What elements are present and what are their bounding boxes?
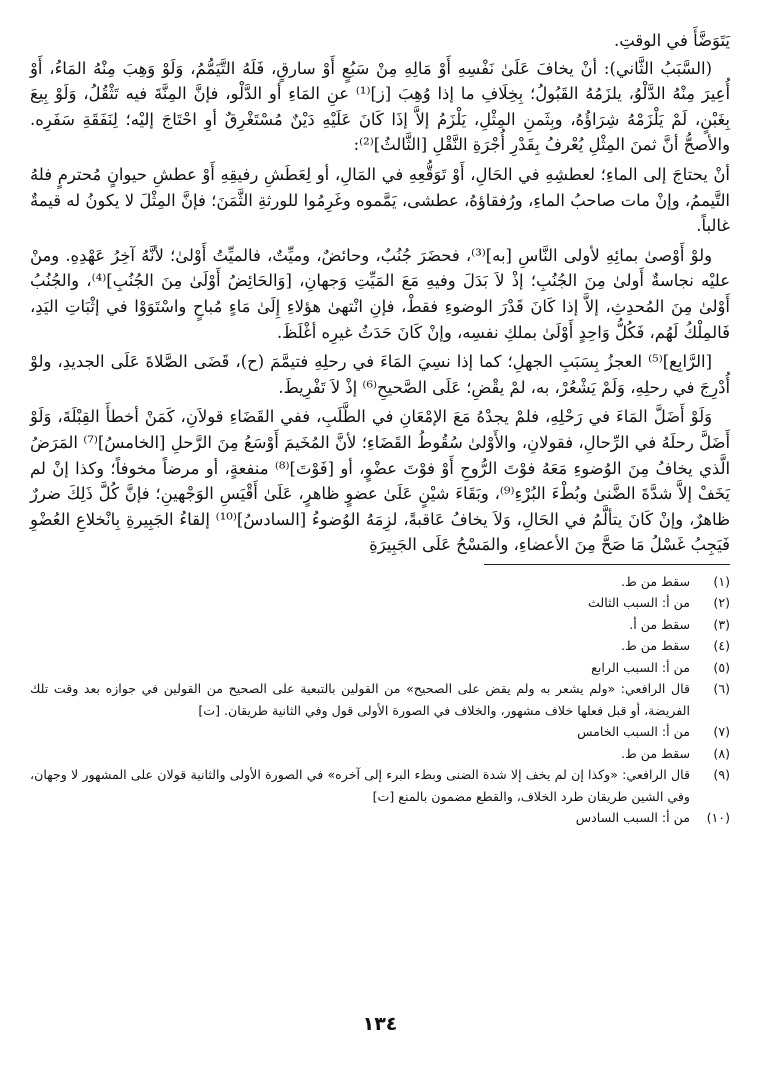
main-text [30, 28, 730, 558]
footnote-text: قال الرافعي: «ولم يشعر به ولم يقض على الصحيح» من القولين بالتبعية على الصحيح من القولين في جوازه بعد وقت تلك الفريضة، أو قبل فعلها خلاف مشهور، والخلاف في الصورة الأولى قول وفي الثانية طريقان. [ت] [30, 681, 690, 718]
footnote [30, 721, 730, 743]
footnote [30, 571, 730, 593]
footnote [30, 635, 730, 657]
footnote-text: من أ: السبب الخامس [577, 724, 690, 740]
paragraph: (السَّبَبُ الثَّاني): أنْ يخافَ عَلَىٰ نَفْسِهِ أَوْ مَالِهِ مِنْ سَبُعٍ أَوْ سارقٍ، فَلَهُ التَّيَمُّمُ، وَلَوْ وَهِبَ مِنْهُ المَاءُ، أَوْ أُعِيرَ مِنْهُ الدَّلْوُ، يلزَمُهُ القَبُولُ؛ بِخِلَافِ ما إذا وُهِبَ [ز]⁽¹⁾ عنِ المَاءِ أو الدَّلْو، فإنَّ المِنَّةَ فيه تَثْقُلُ، وَلَوْ بِيعَ بِغَبْنٍ، لَمْ يَلْزَمْهُ شِرَاؤُهُ، وبِثَمنِ المِثْلِ، يَلْزَمُ إلاَّ إذَا كَانَ عَلَيْهِ دَيْنٌ مُسْتَغْرِقٌ أوِ احْتَاجَ إليْه؛ لِنَفَقَةِ سَفَرِه. والأصحُّ أنَّ ثمنَ المِثْلِ يُعْرفُ بِقَدْرِ أُجْرَةِ النَّقْلِ [الثَّالثُ]⁽²⁾: [30, 58, 730, 155]
footnote-text: سقط من ط. [621, 745, 690, 761]
footnotes-list [30, 571, 730, 829]
footnote-number: (٦) [713, 681, 730, 697]
footnote [30, 764, 730, 807]
footnote-number: (٢) [713, 595, 730, 611]
footnote [30, 678, 730, 721]
footnote-text: سقط من ط. [621, 638, 690, 654]
footnote-divider [484, 564, 730, 565]
book-page [30, 28, 730, 1068]
footnote-number: (١) [713, 573, 730, 589]
footnote [30, 743, 730, 765]
footnote-number: (٩) [713, 767, 730, 783]
paragraph: أنْ يحتاجَ إلى الماءِ؛ لعطشِهِ في الحَالِ، أَوْ تَوَقُّعِهِ في المَالِ، أو لِعَطَشِ رفيقِهِ أَوْ عطشِ حيوانٍ مُحترمٍ فلهُ التَّيممُ، وإنْ مات صاحبُ الماءِ، ورُفقاؤهُ، عطشى، يَمَّموه وغَرِمُوا للورثةِ الثَّمَنَ؛ فإنَّ المِثْلَ لا يكونُ له قيمةٌ غالباً. [30, 164, 730, 236]
footnote-number: (٨) [713, 745, 730, 761]
footnote [30, 614, 730, 636]
footnote-text: من أ: السبب السادس [575, 810, 690, 826]
paragraph: [الرَّابِع]⁽⁵⁾ العجزُ بِسَبَبِ الجهلِ؛ كما إذا نسِيَ المَاءَ في رحلِهِ فتيمَّمَ (ح)، قَضَى الصَّلاةَ عَلَى الجديدِ، ولوْ أُدْرِجَ في رحلِهِ، وَلَمْ يَشْعُرْ، به، لمْ يقْضِ؛ عَلَى الصَّحيحِ⁽⁶⁾ إذْ لاَ تَفْرِيطَ. [30, 352, 730, 397]
footnote-text: قال الرافعي: «وكذا إن لم يخف إلا شدة الضنى وبطء البرء إلى آخره» في الصورة الأولى والثانية قولان على المشهور لا وجهان، وفي الشين طريقان طرد الخلاف، والقطع مضمون بالمنع [ت] [30, 767, 690, 804]
paragraph: وَلَوْ أَضَلَّ المَاءَ في رَحْلِهِ، فلمْ يجدْهُ مَعَ الإمْعَانِ في الطَّلَبِ، ففي القَضَاءِ قولاَنِ، كَمَنْ أخطأَ القِبْلَةَ، وَلَوْ أَضَلَّ رحلَهُ في الرِّحالِ، فقولانِ، والأَوْلىٰ سُقُوطُ القَضَاءِ؛ لأنَّ المُخَيمَ أَوْسَعُ مِنَ الرَّحلِ [الخامسُ]⁽⁷⁾ المَرَضُ الَّذي يخافُ مِنَ الوُضوءِ مَعَهُ فوْتَ الرُّوحِ أَوْ فوْتَ عضْوٍ، أو [فَوْتَ]⁽⁸⁾ منفعةٍ، أو مرضاً مخوفاً؛ وكذا إنْ لم يَخَفْ إلاَّ شدَّةَ الضَّنىٰ وبُطْءَ البُرْءِ⁽⁹⁾، وبَقَاءَ شيْنٍ عَلَىٰ عضوٍ ظاهرٍ، عَلَىٰ أَقْيَسِ الوَجْهينِ؛ فإنَّ كُلَّ ذَلِكَ ضررٌ ظاهرٌ، وإنْ كَانَ يتألَّمُ في الحَالِ، وَلاَ يخافُ عَاقبةً، لزِمَهُ الوُضوءُ [السادسُ]⁽¹⁰⁾ إلقاءُ الجَبِيرةِ بِانْخلاعِ العُضْوِ فَيَجِبُ غَسْلُ مَا صَحَّ مِنَ الأعضاءِ، والمَسْحُ عَلَى الجَبِيرَةِ [30, 407, 730, 555]
footnote-text: من أ: السبب الرابع [591, 659, 690, 675]
footnote-text: سقط من ط. [621, 573, 690, 589]
page-number: ١٣٤ [362, 1013, 398, 1035]
footnote-number: (٤) [713, 638, 730, 654]
footnote [30, 807, 730, 829]
footnote-text: سقط من أ. [629, 616, 690, 632]
footnote-number: (٧) [713, 724, 730, 740]
footnote-number: (٥) [713, 659, 730, 675]
footnote-number: (٣) [713, 616, 730, 632]
footnote-text: من أ: السبب الثالث [588, 595, 690, 611]
footnote [30, 592, 730, 614]
paragraph: يَتَوَضَّأَ في الوقتِ. [614, 31, 730, 50]
footnote-number: (١٠) [706, 810, 730, 826]
paragraph: ولوْ أَوْصىٰ بمائِهِ لأولى النَّاسِ [به]⁽³⁾، فحضَرَ جُنُبٌ، وحائضٌ، وميِّتٌ، فالميِّتُ أَوْلىٰ؛ لأنَّهُ آخِرُ عَهْدِهِ. ومنْ عليْه نجاسةٌ أَولىٰ مِنَ الجُنُبِ؛ إذْ لاَ بَدَلَ وفيهِ مَعَ المَيِّتِ وَجهانِ، [وَالحَائِضُ أَوْلَىٰ مِنَ الجُنُبِ]⁽⁴⁾، والجُنُبُ أَوْلىٰ مِنَ المُحدِثِ، إلاَّ إذا كَانَ قَدْرَ الوضوءِ فقطْ، فإنِ انْتهىٰ هؤلاءِ إِلَىٰ مَاءٍ مُباحٍ واسْتَوَوْا في إثْبَاتِ اليَدِ، فَالمِلْكُ لَهُم، فَكُلُّ وَاحِدٍ أَوْلَىٰ بملكِ نفسِه، وإنْ كَانَ حَدَثُ غيرِه أغْلَظَ. [30, 245, 730, 342]
footnote [30, 657, 730, 679]
